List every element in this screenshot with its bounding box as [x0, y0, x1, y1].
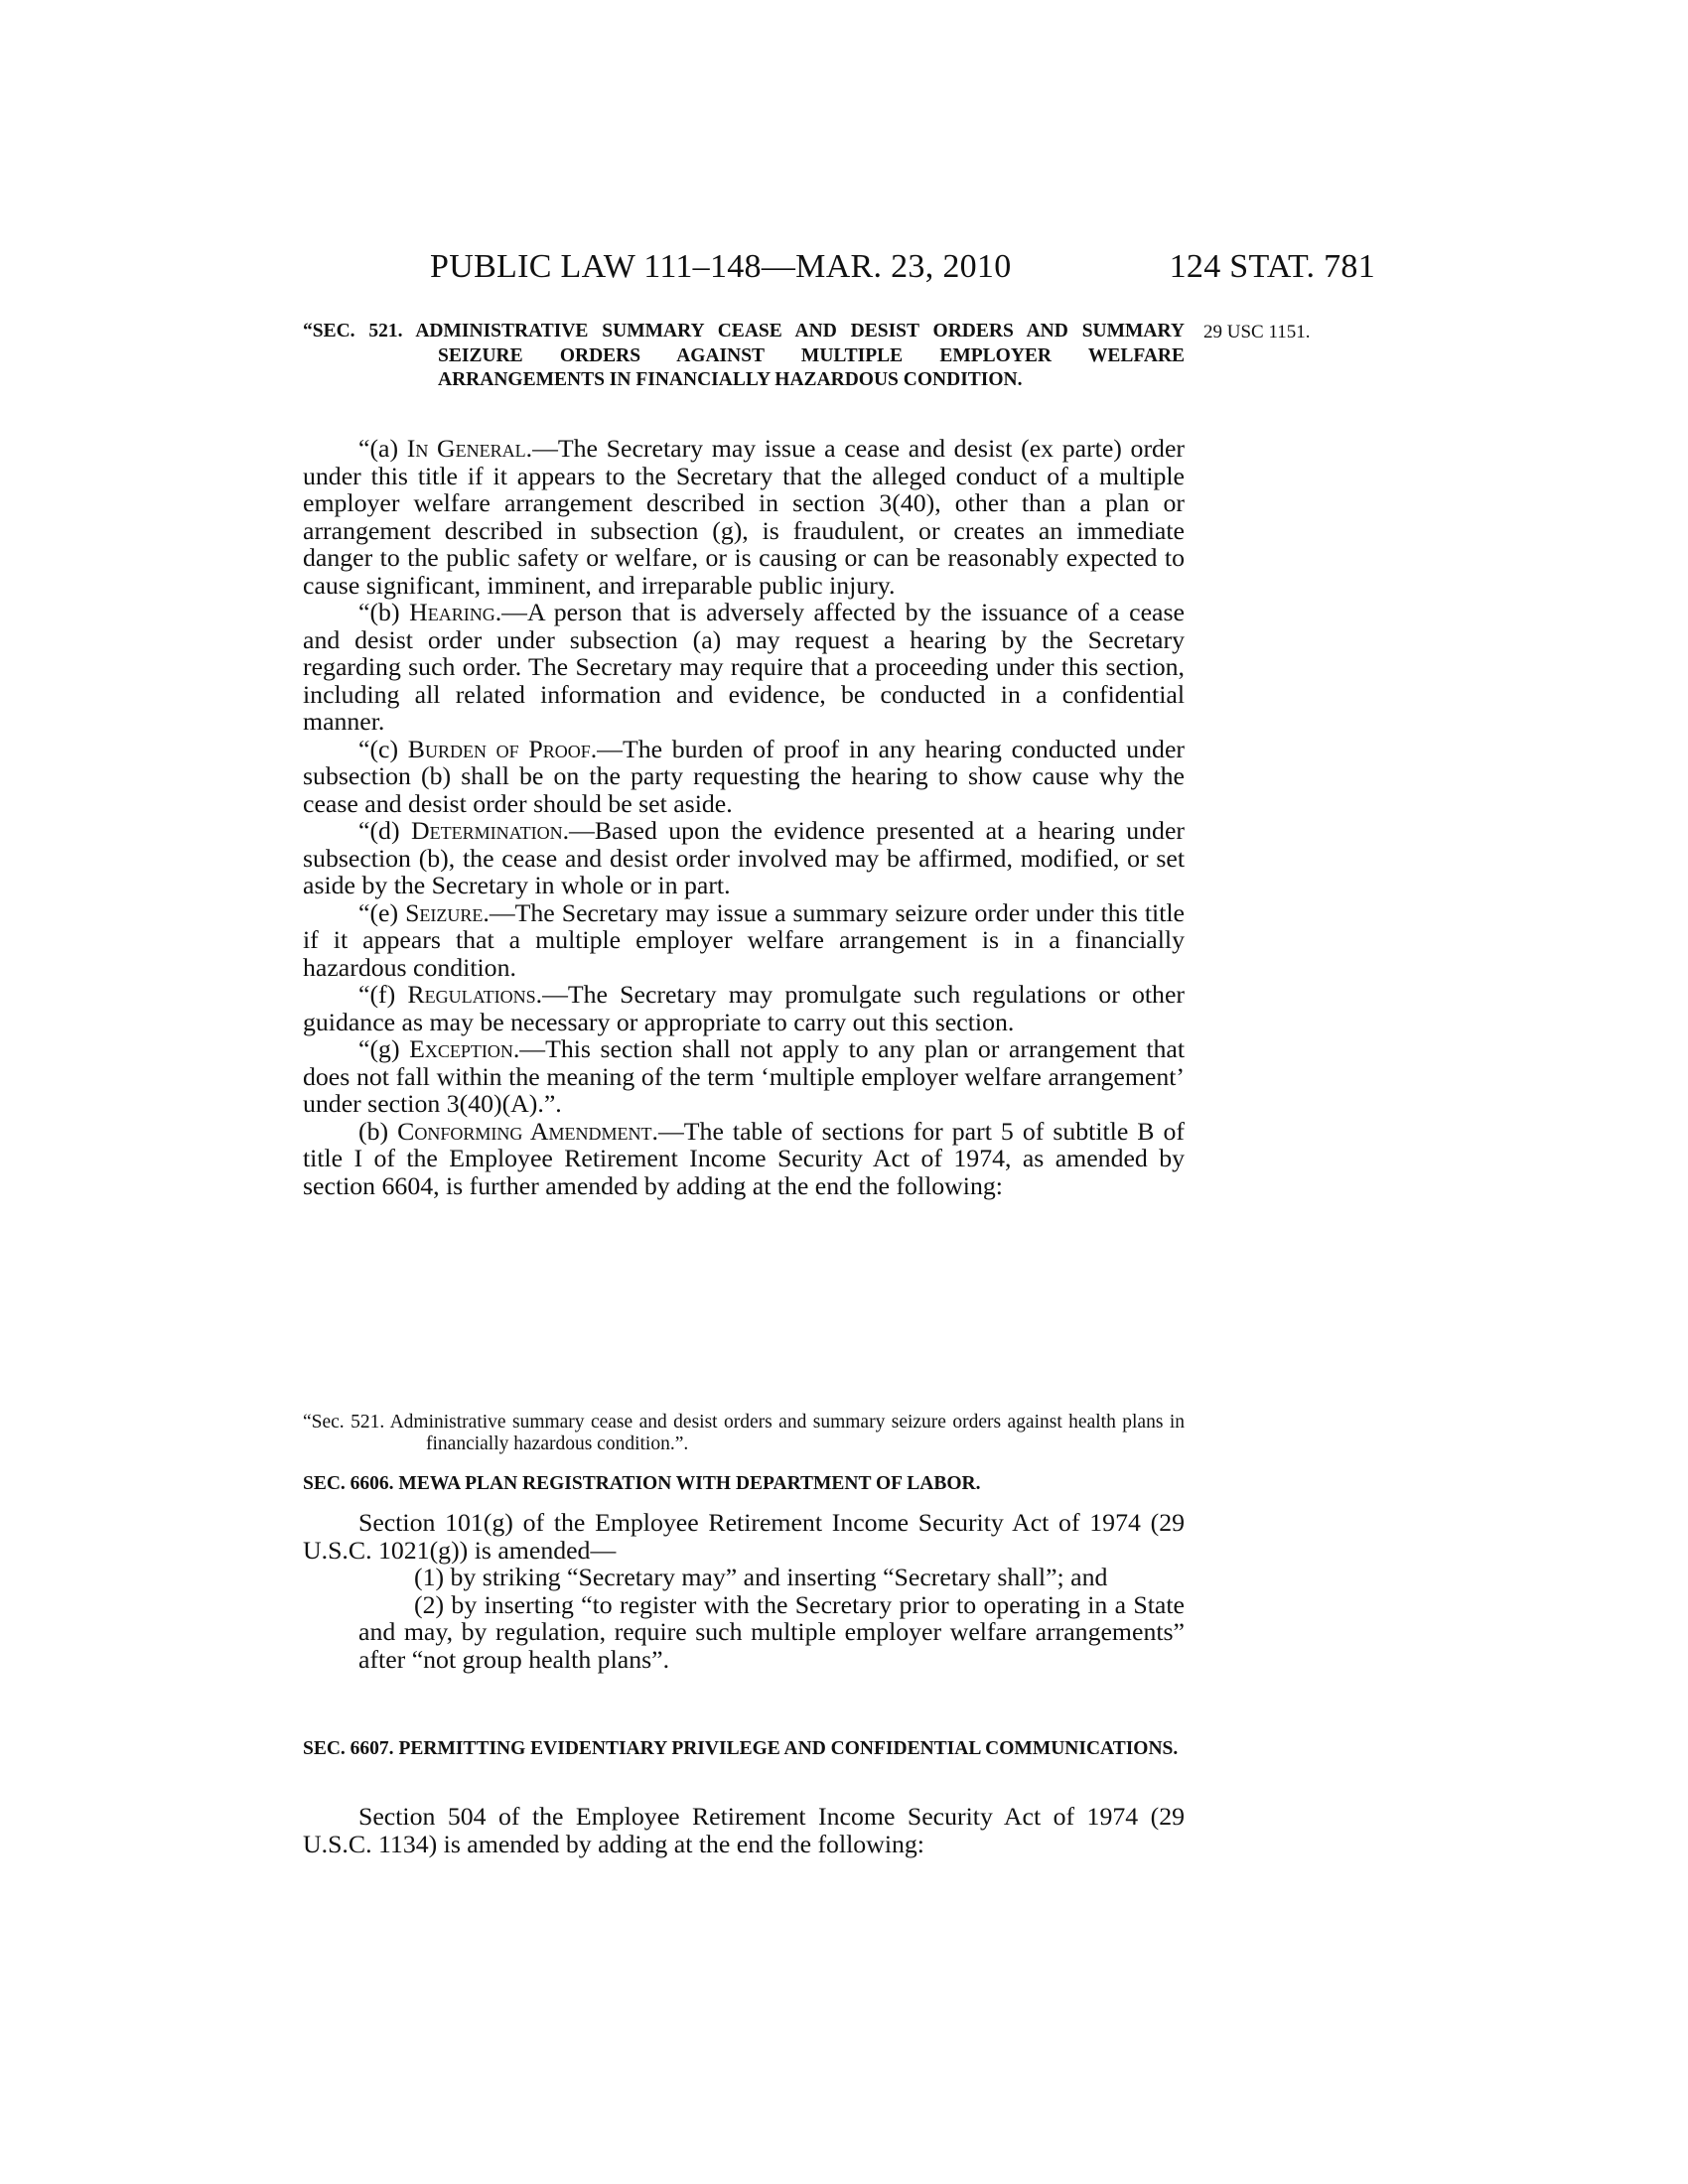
subsection-title: Exception [409, 1034, 513, 1063]
sec-521-body [303, 435, 1185, 1199]
subsection-title: Regulations [407, 980, 536, 1009]
sec-6607-intro: Section 504 of the Employee Retirement Income Security Act of 1974 (29 U.S.C. 1134) is amended by adding at the end the following: [303, 1802, 1185, 1858]
subsection-text: .—The burden of proof in any hearing conducted under subsection (b) shall be on the party requesting the hearing to show cause why the cease and desist order should be set aside. [303, 734, 1185, 818]
subsection-text: .—The Secretary may issue a cease and desist (ex parte) order under this title if it appears to the Secretary that the alleged conduct of a multiple employer welfare arrangement described in section 3(40), other than a plan or arrangement described in subsection (g), is fraudulent, or creates an immediate danger to the public safety or welfare, or is causing or can be reasonably expected to cause significant, imminent, and irreparable public injury. [303, 434, 1185, 600]
header-title: PUBLIC LAW 111–148—MAR. 23, 2010 [430, 248, 1012, 285]
subsection-g [303, 1035, 1185, 1118]
subsection-text: .—A person that is adversely affected by the issuance of a cease and desist order under subsection (a) may request a hearing by the Secretary regarding such order. The Secretary may require that a proceeding under this section, including all related information and evidence, be conducted in a confidential manner. [303, 598, 1185, 736]
subsection-title: Conforming Amendment [397, 1116, 652, 1146]
subsection-d [303, 817, 1185, 899]
toc-entry: “Sec. 521. Administrative summary cease and desist orders and summary seizure orders against health plans in financially hazardous condition.”. [303, 1412, 1185, 1454]
sec-6607-number: SEC. 6607. [303, 1738, 394, 1759]
subsection-label: “(b) [358, 598, 410, 626]
sec-6606-body [303, 1509, 1185, 1673]
subsection-f [303, 981, 1185, 1035]
subsection-text: .—The Secretary may issue a summary seizure order under this title if it appears that a multiple employer welfare arrangement is in a financially hazardous condition. [303, 897, 1185, 982]
subsection-title: Seizure [405, 897, 484, 927]
subsection-c [303, 736, 1185, 818]
subsection-title: In General [406, 434, 526, 463]
subsection-label: (b) [358, 1116, 398, 1146]
subsection-text: .—Based upon the evidence presented at a hearing under subsection (b), the cease and desist order involved may be affirmed, modified, or set aside by the Secretary in whole or in part. [303, 816, 1185, 899]
sec-6607-body [303, 1803, 1185, 1857]
subsection-a [303, 435, 1185, 599]
sec-6606-block [303, 1472, 1185, 1497]
conforming-amendment [303, 1118, 1185, 1200]
sec-6607-heading [303, 1737, 1185, 1762]
subsection-text: .—The Secretary may promulgate such regulations or other guidance as may be necessary or appropriate to carry out this section. [303, 980, 1185, 1036]
sec-6607-title: PERMITTING EVIDENTIARY PRIVILEGE AND CONFIDENTIAL COMMUNICATIONS. [398, 1738, 1179, 1759]
subsection-label: “(c) [358, 734, 408, 763]
sec-6606-item-2: (2) by inserting “to register with the Secretary prior to operating in a State and may, by regulation, require such multiple employer welfare arrangements” after “not group health plans”. [358, 1589, 1185, 1674]
subsection-label: “(a) [358, 434, 407, 463]
sec-6606-intro: Section 101(g) of the Employee Retirement Income Security Act of 1974 (29 U.S.C. 1021(g)) is amended— [303, 1508, 1185, 1565]
sec-521-heading [303, 320, 1185, 393]
subsection-title: Determination [410, 816, 563, 845]
subsection-label: “(e) [358, 897, 406, 927]
subsection-e [303, 899, 1185, 982]
sec-521-number: “SEC. 521. [303, 321, 403, 341]
sec-6606-item-1: (1) by striking “Secretary may” and inserting “Secretary shall”; and [414, 1563, 1108, 1591]
subsection-label: “(g) [358, 1034, 410, 1063]
subsection-b [303, 599, 1185, 736]
toc-insert [303, 1412, 1185, 1455]
subsection-text: .—This section shall not apply to any plan or arrangement that does not fall within the meaning of the term ‘multiple employer welfare arrangement’ under section 3(40)(A).”. [303, 1034, 1186, 1118]
sec-521-block [303, 320, 1185, 393]
sec-6607-block [303, 1737, 1185, 1762]
subsection-title: Burden of Proof [407, 734, 591, 763]
subsection-label: “(f) [358, 980, 408, 1009]
running-header [303, 248, 1375, 292]
subsection-title: Hearing [409, 598, 495, 626]
sec-6606-heading: SEC. 6606. MEWA PLAN REGISTRATION WITH DEPARTMENT OF LABOR. [303, 1473, 981, 1494]
subsection-label: “(d) [358, 816, 411, 845]
subsection-text: .—The table of sections for part 5 of subtitle B of title I of the Employee Retirement Income Security Act of 1974, as amended by section 6604, is further amended by adding at the end the following: [303, 1116, 1185, 1200]
margin-citation: 29 USC 1151. [1203, 322, 1311, 342]
header-page-number: 124 STAT. 781 [1169, 248, 1375, 285]
sec-521-title: ADMINISTRATIVE SUMMARY CEASE AND DESIST ORDERS AND SUMMARY SEIZURE ORDERS AGAINST MULTIPLE EMPLOYER WELFARE ARRANGEMENTS IN FINANCIALLY HAZARDOUS CONDITION. [415, 321, 1185, 390]
